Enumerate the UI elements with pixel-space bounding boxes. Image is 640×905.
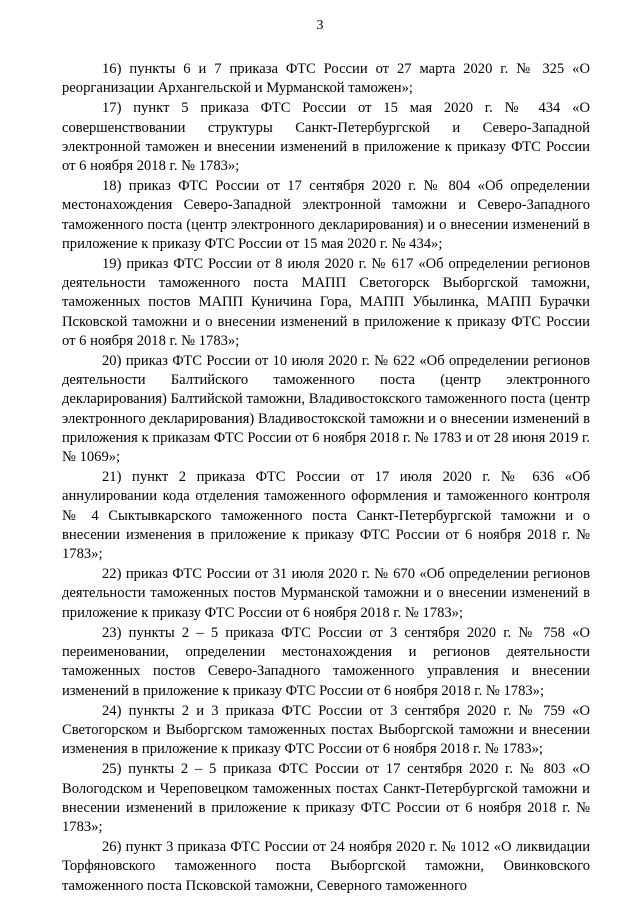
list-item-23: 23) пункты 2 – 5 приказа ФТС России от 3 сентября 2020 г. № 758 «О переименовании, определении местонахождения и регионов деятельности таможенных постов Северо-Западного таможенного управления и внесении изменений в приложение к приказу ФТС России от 6 ноября 2018 г. № 1783»; xyxy=(62,624,590,699)
list-item-19: 19) приказ ФТС России от 8 июля 2020 г. № 617 «Об определении регионов деятельности таможенного поста МАПП Светогорск Выборгской таможни, таможенных постов МАПП Куничина Гора, МАПП Убылинка, МАПП Бурачки Псковской таможни и о внесении изменений в приложение к приказу ФТС России от 6 ноября 2018 г. № 1783»; xyxy=(62,256,590,349)
list-item-21: 21) пункт 2 приказа ФТС России от 17 июля 2020 г. № 636 «Об аннулировании кода отделения таможенного оформления и таможенного контроля № 4 Сыктывкарского таможенного поста Санкт-Петербургской таможни и о внесении изменения в приложение к приказу ФТС России от 6 ноября 2018 г. № 1783»; xyxy=(62,469,590,563)
list-item-25: 25) пункты 2 – 5 приказа ФТС России от 17 сентября 2020 г. № 803 «О Вологодском и Череповецком таможенных постах Санкт-Петербургской таможни и внесении изменений в приложение к приказу ФТС России от 6 ноября 2018 г. № 1783»; xyxy=(62,761,590,835)
list-item-20: 20) приказ ФТС России от 10 июля 2020 г. № 622 «Об определении регионов деятельности Балтийского таможенного поста (центр электронного декларирования) Балтийской таможни, Владивостокского таможенного поста (центр электронного декларирования) Владивостокской таможни и о внесении изменений в приложения к приказам ФТС России от 6 ноября 2018 г. № 1783 и от 28 июня 2019 г. № 1069»; xyxy=(62,353,590,466)
list-item-26: 26) пункт 3 приказа ФТС России от 24 ноября 2020 г. № 1012 «О ликвидации Торфяновского таможенного поста Выборгской таможни, Овинковского таможенного поста Псковской таможни, Северного таможенного xyxy=(62,839,590,894)
list-item-22: 22) приказ ФТС России от 31 июля 2020 г. № 670 «Об определении регионов деятельности таможенных постов Мурманской таможни и о внесении изменений в приложение к приказу ФТС России от 6 ноября 2018 г. № 1783»; xyxy=(62,566,590,621)
list-item-24: 24) пункты 2 и 3 приказа ФТС России от 3 сентября 2020 г. № 759 «О Светогорском и Выборгском таможенных постах Выборгской таможни и внесении изменения в приложение к приказу ФТС России от 6 ноября 2018 г. № 1783»; xyxy=(62,702,590,758)
list-item-17: 17) пункт 5 приказа ФТС России от 15 мая 2020 г. № 434 «О совершенствовании структуры Санкт-Петербургской и Северо-Западной электронной таможен и внесении изменений в приложение к приказу ФТС России от 6 ноября 2018 г. № 1783»; xyxy=(62,100,590,175)
list-item-16: 16) пункты 6 и 7 приказа ФТС России от 27 марта 2020 г. № 325 «О реорганизации Архангельской и Мурманской таможен»; xyxy=(62,61,590,97)
list-item-18: 18) приказ ФТС России от 17 сентября 2020 г. № 804 «Об определении местонахождения Северо-Западной электронной таможни и Северо-Западного таможенного поста (центр электронного декларирования) и о внесении изменений в приложение к приказу ФТС России от 15 мая 2020 г. № 434»; xyxy=(62,178,590,252)
document-body xyxy=(62,60,590,897)
page-number: 3 xyxy=(316,18,324,33)
